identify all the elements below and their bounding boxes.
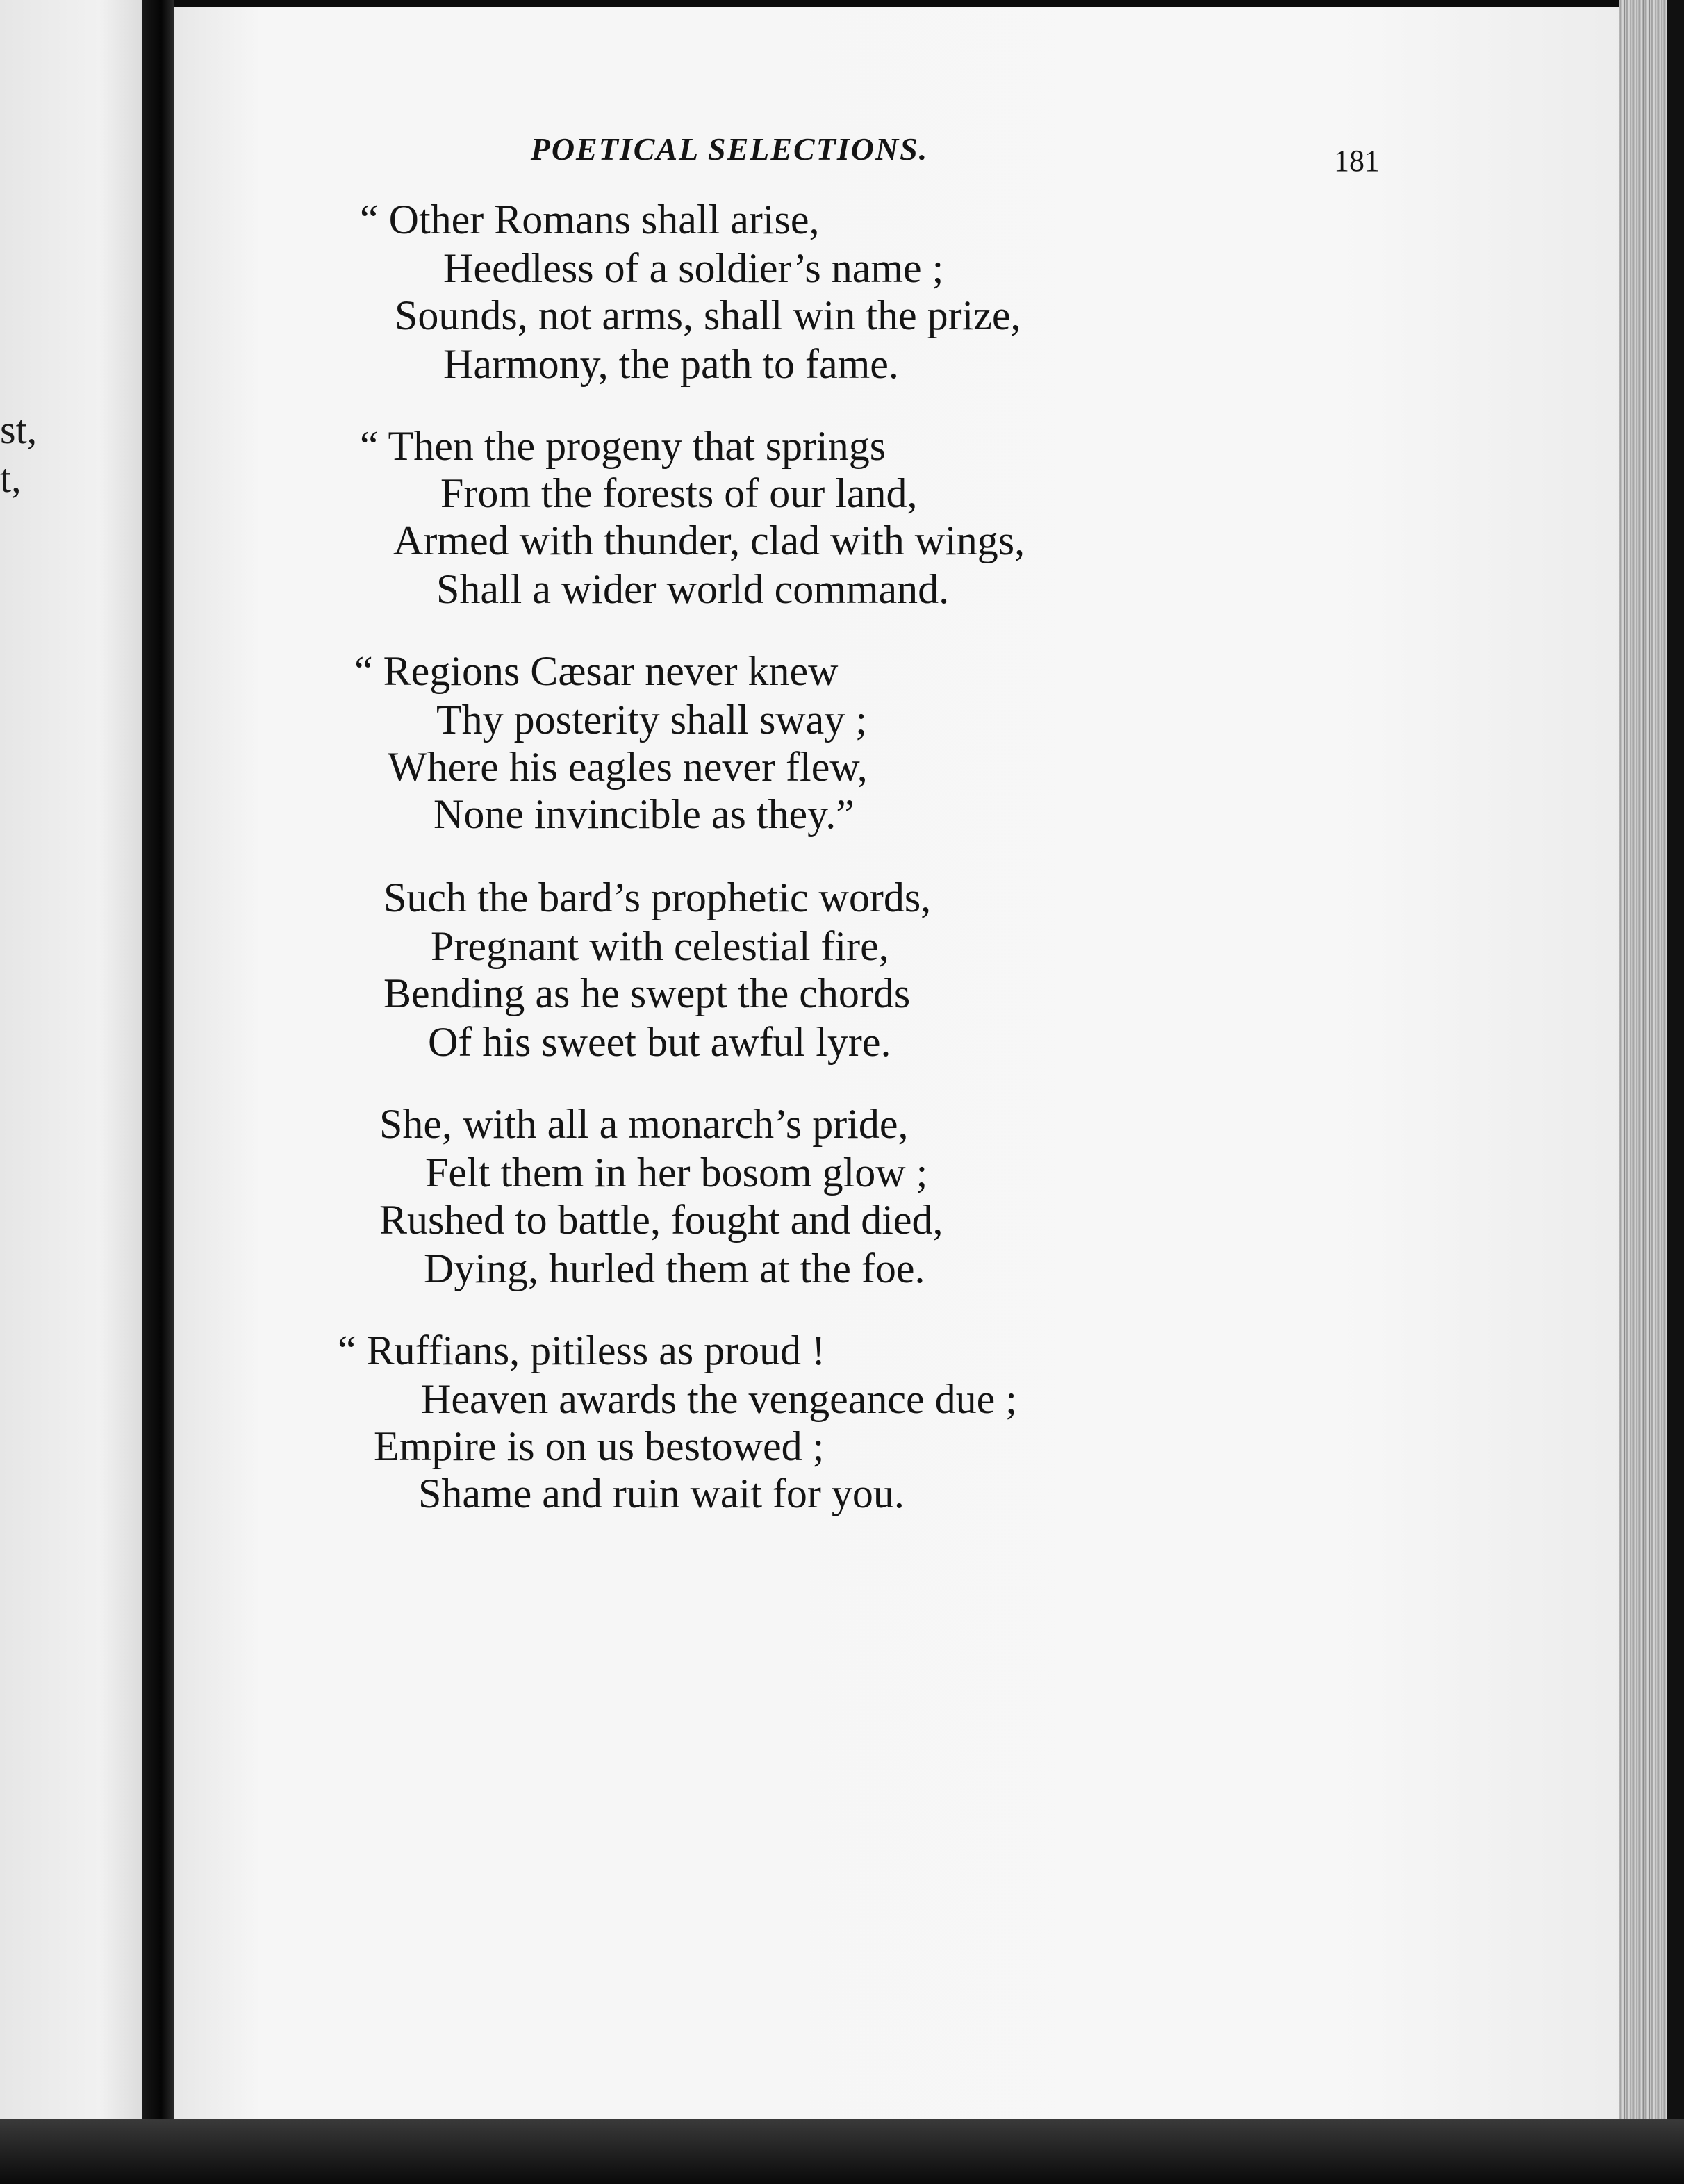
poem-line: Bending as he swept the chords: [383, 970, 911, 1016]
poem-line: Where his eagles never flew,: [388, 744, 868, 790]
poem-line: Pregnant with celestial fire,: [431, 923, 889, 969]
poem-line: Sounds, not arms, shall win the prize,: [395, 292, 1021, 338]
poem-line: Shame and ruin wait for you.: [418, 1471, 905, 1516]
poem-line: Thy posterity shall sway ;: [436, 697, 867, 743]
poem-line: “ Regions Cæsar never knew: [354, 648, 839, 694]
poem-line: Felt them in her bosom glow ;: [425, 1150, 928, 1196]
facing-page-fragment: st,: [0, 407, 38, 452]
poem-line: From the forests of our land,: [440, 470, 918, 516]
facing-page-fragment: t,: [0, 456, 22, 501]
poem-line: “ Other Romans shall arise,: [360, 197, 820, 242]
poem-line: “ Ruffians, pitiless as proud !: [338, 1327, 826, 1373]
facing-page: [0, 0, 142, 2184]
poem-line: Dying, hurled them at the foe.: [424, 1246, 925, 1291]
poem-line: Rushed to battle, fought and died,: [379, 1197, 943, 1243]
page-edges: [1619, 0, 1667, 2133]
scan-bottom-border: [0, 2119, 1684, 2184]
poem-line: Heedless of a soldier’s name ;: [443, 245, 944, 291]
poem-line: Harmony, the path to fame.: [443, 341, 899, 387]
scan-border: [1667, 0, 1684, 2184]
poem-line: Of his sweet but awful lyre.: [428, 1019, 891, 1065]
poem-line: None invincible as they.”: [434, 791, 855, 837]
poem-line: Such the bard’s prophetic words,: [383, 875, 932, 920]
book-gutter: [142, 0, 174, 2184]
poem-line: Heaven awards the vengeance due ;: [421, 1376, 1017, 1422]
poem-line: Shall a wider world command.: [436, 566, 950, 612]
poem-line: “ Then the progeny that springs: [360, 423, 886, 469]
poem-line: Empire is on us bestowed ;: [374, 1423, 825, 1469]
poem-line: Armed with thunder, clad with wings,: [393, 518, 1025, 563]
page-number: 181: [1334, 144, 1380, 178]
poem-line: She, with all a monarch’s pride,: [379, 1101, 909, 1147]
running-head: POETICAL SELECTIONS.: [530, 131, 929, 167]
